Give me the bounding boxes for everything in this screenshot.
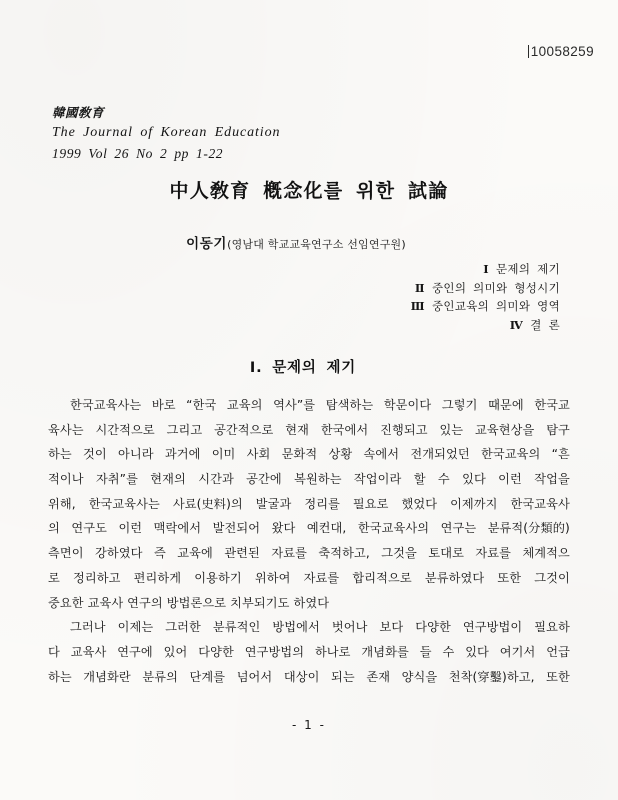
text-chunk: 여기서 — [499, 644, 536, 659]
toc-item-number: Ⅱ — [414, 280, 425, 295]
text-chunk: 되는 — [331, 669, 355, 684]
text-chunk: 다 — [48, 644, 60, 659]
text-chunk: 보다 — [379, 620, 404, 635]
text-chunk: 자료를 — [303, 570, 340, 585]
text-chunk: 시간과 — [198, 472, 234, 487]
text-chunk: 것이 — [82, 447, 107, 462]
text-chunk: 이용하기 — [194, 570, 242, 585]
text-chunk: 발굴과 — [255, 496, 292, 511]
section-heading: Ⅰ. 문제의 제기 — [249, 360, 357, 376]
text-chunk: 현재의 — [150, 472, 186, 487]
paragraph-line — [48, 566, 570, 591]
text-chunk: 한국교육사의 — [357, 521, 430, 536]
text-chunk: 합리적으로 — [352, 570, 412, 585]
text-chunk: 예컨대, — [306, 521, 347, 536]
paragraph-line — [48, 615, 570, 640]
text-chunk: 현재 — [285, 422, 309, 437]
text-chunk: 하나로 — [314, 644, 351, 659]
text-chunk: 상황 — [328, 447, 353, 462]
paragraph-line — [48, 393, 570, 418]
paragraph-line — [48, 640, 570, 665]
scan-bar-mark — [528, 45, 529, 58]
text-chunk: 맥락에서 — [153, 521, 202, 536]
text-chunk: 그것을 — [381, 546, 417, 561]
text-chunk: 로 — [48, 570, 60, 585]
text-chunk: 관련된 — [224, 546, 260, 561]
text-chunk: 교육의 — [226, 398, 263, 412]
text-chunk: 방법에서 — [272, 620, 320, 635]
article-title: 中人敎育 槪念化를 위한 試論 — [169, 180, 449, 202]
text-chunk: 바로 — [151, 398, 176, 412]
text-chunk: 한국교육사 — [510, 496, 570, 511]
text-chunk: 대상이 — [283, 669, 320, 684]
text-chunk: 공간적으로 — [214, 422, 274, 437]
toc-item[interactable] — [411, 316, 560, 335]
toc-item-number: Ⅳ — [509, 317, 524, 332]
text-chunk: 아니라 — [117, 447, 154, 462]
text-chunk: 넘어서 — [236, 669, 273, 684]
text-chunk: 과거에 — [164, 447, 201, 462]
text-chunk: 이제까지 — [450, 496, 498, 511]
text-chunk: 천착(穿鑿)하고, — [448, 669, 535, 684]
text-chunk: 한국교 — [534, 398, 570, 412]
text-chunk: 역사”를 — [273, 398, 316, 412]
text-chunk: 수 — [437, 472, 450, 487]
text-chunk: 분류하였다 — [424, 570, 485, 585]
text-chunk: 그러나 — [70, 620, 106, 635]
text-chunk: 연구는 — [440, 521, 477, 536]
text-chunk: 정리를 — [304, 496, 340, 511]
author-line — [0, 232, 618, 252]
journal-masthead — [52, 104, 280, 163]
text-chunk: 그것이 — [534, 570, 570, 585]
text-chunk: 강하였다 — [95, 546, 143, 561]
table-of-contents — [411, 260, 560, 335]
text-chunk: 속에서 — [363, 447, 400, 462]
text-chunk: 연구방법의 — [244, 644, 305, 659]
text-chunk: 언급 — [546, 644, 570, 659]
text-chunk: 하는 — [48, 447, 72, 462]
text-chunk: 분류적(分類的) — [487, 521, 570, 536]
text-chunk: 한국교육사는 — [88, 496, 160, 511]
text-chunk: 때문에 — [488, 398, 524, 412]
text-chunk: 교육사 — [70, 644, 107, 659]
text-chunk: 할 — [413, 472, 426, 487]
toc-item-number: Ⅲ — [410, 299, 425, 314]
page-number-footer: - 1 - — [292, 718, 326, 732]
text-chunk: 하는 — [48, 669, 72, 684]
toc-item[interactable] — [411, 260, 560, 279]
text-chunk: 교육에 — [177, 546, 213, 561]
text-chunk: 필요하 — [534, 620, 570, 635]
text-chunk: 벗어나 — [331, 620, 368, 635]
text-chunk: 축적하고, — [318, 546, 370, 561]
text-chunk: 개념화란 — [83, 669, 131, 684]
text-chunk: 작업을 — [534, 472, 570, 487]
text-chunk: 다양한 — [198, 644, 234, 659]
toc-item-label: 결 론 — [530, 317, 560, 332]
text-chunk: 복원하는 — [294, 472, 342, 487]
text-chunk: 사회 — [246, 447, 271, 462]
text-chunk: 그렇기 — [441, 398, 478, 412]
paragraph-line — [48, 516, 570, 541]
body-text — [48, 393, 570, 689]
text-chunk: 문화적 — [281, 447, 318, 462]
text-chunk: 전개되었던 — [410, 447, 470, 462]
text-chunk: 탐구 — [546, 422, 570, 437]
text-chunk: 이미 — [211, 447, 236, 462]
paragraph-line — [48, 665, 570, 690]
scan-identifier — [528, 44, 594, 59]
text-chunk: 또한 — [546, 669, 570, 684]
text-chunk: “흔 — [551, 447, 570, 462]
text-chunk: 수 — [442, 644, 455, 659]
text-chunk: 필요로 — [352, 496, 389, 511]
text-chunk: 의 — [48, 521, 60, 536]
text-chunk: 이제는 — [117, 620, 154, 635]
text-chunk: 진행되고 — [380, 422, 428, 437]
text-chunk: 탐색하는 — [325, 398, 374, 412]
text-chunk: 정리하고 — [73, 570, 121, 585]
text-chunk: 작업이라 — [353, 472, 402, 487]
text-chunk: 위하여 — [254, 570, 291, 585]
text-chunk: 그러한 — [165, 620, 201, 635]
text-chunk: 한국교육의 — [480, 447, 541, 462]
journal-name-english: The Journal of Korean Education — [52, 124, 281, 140]
toc-item-number: Ⅰ — [483, 262, 489, 276]
text-chunk: “한국 — [186, 398, 217, 412]
text-chunk: 공간에 — [246, 472, 282, 487]
text-chunk: 단계를 — [189, 669, 226, 684]
text-chunk: 발전되어 — [212, 521, 261, 536]
text-chunk: 중요한 교육사 연구의 방법론으로 치부되기도 하였다 — [48, 595, 330, 610]
text-chunk: 자취”를 — [95, 472, 138, 487]
text-chunk: 분류적인 — [212, 620, 261, 635]
text-chunk: 연구에 — [117, 644, 153, 659]
author-affiliation: (영남대 학교교육연구소 선임연구원) — [227, 238, 406, 251]
text-chunk: 있는 — [439, 422, 464, 437]
text-chunk: 이런 — [498, 472, 522, 487]
text-chunk: 체계적으 — [522, 546, 570, 561]
text-chunk: 들 — [419, 644, 432, 659]
text-chunk: 연구방법이 — [462, 620, 523, 635]
journal-issue-info: 1999 Vol 26 No 2 pp 1-22 — [52, 145, 224, 161]
text-chunk: 이런 — [118, 521, 143, 536]
scan-identifier-number: 10058259 — [530, 44, 594, 59]
author-name: 이동기 — [186, 236, 228, 252]
text-chunk: 왔다 — [271, 521, 296, 536]
paragraph-line — [48, 418, 570, 443]
toc-item-label: 중인의 의미와 형성시기 — [432, 280, 560, 295]
text-chunk: 위해, — [48, 496, 76, 511]
text-chunk: 있다 — [462, 472, 486, 487]
paragraph — [48, 615, 570, 689]
text-chunk: 시간적으로 — [95, 422, 155, 437]
text-chunk: 한국교육사는 — [70, 398, 142, 412]
text-chunk: 또한 — [497, 570, 522, 585]
paragraph-line — [48, 541, 570, 566]
text-chunk: 측면이 — [48, 546, 84, 561]
text-chunk: 개념화를 — [361, 644, 409, 659]
paragraph-line — [48, 492, 570, 517]
text-chunk: 존재 — [366, 669, 391, 684]
text-chunk: 학문이다 — [383, 398, 432, 412]
text-chunk: 육사는 — [48, 422, 84, 437]
paragraph-line — [48, 467, 570, 492]
text-chunk: 적이나 — [48, 472, 84, 487]
toc-item[interactable] — [411, 279, 560, 298]
paragraph-line — [48, 591, 570, 616]
text-chunk: 다양한 — [415, 620, 451, 635]
text-chunk: 한국에서 — [320, 422, 369, 437]
paragraph — [48, 393, 570, 615]
text-chunk: 교육현상을 — [475, 422, 535, 437]
text-chunk: 토대로 — [428, 546, 464, 561]
text-chunk: 그리고 — [166, 422, 203, 437]
text-chunk: 즉 — [153, 546, 166, 561]
text-chunk: 있다 — [465, 644, 489, 659]
journal-name-korean: 韓國敎育 — [52, 105, 105, 120]
text-chunk: 자료를 — [271, 546, 307, 561]
text-chunk: 있어 — [163, 644, 188, 659]
toc-item-label: 문제의 제기 — [496, 262, 560, 276]
toc-item-label: 중인교육의 의미와 영역 — [432, 299, 560, 314]
toc-item[interactable] — [411, 297, 560, 316]
text-chunk: 자료를 — [475, 546, 512, 561]
text-chunk: 양식을 — [401, 669, 438, 684]
text-chunk: 연구도 — [71, 521, 107, 536]
text-chunk: 편리하게 — [133, 570, 182, 585]
text-chunk: 사료(史料)의 — [172, 496, 243, 511]
text-chunk: 분류의 — [142, 669, 178, 684]
paragraph-line — [48, 442, 570, 467]
text-chunk: 했었다 — [401, 496, 438, 511]
